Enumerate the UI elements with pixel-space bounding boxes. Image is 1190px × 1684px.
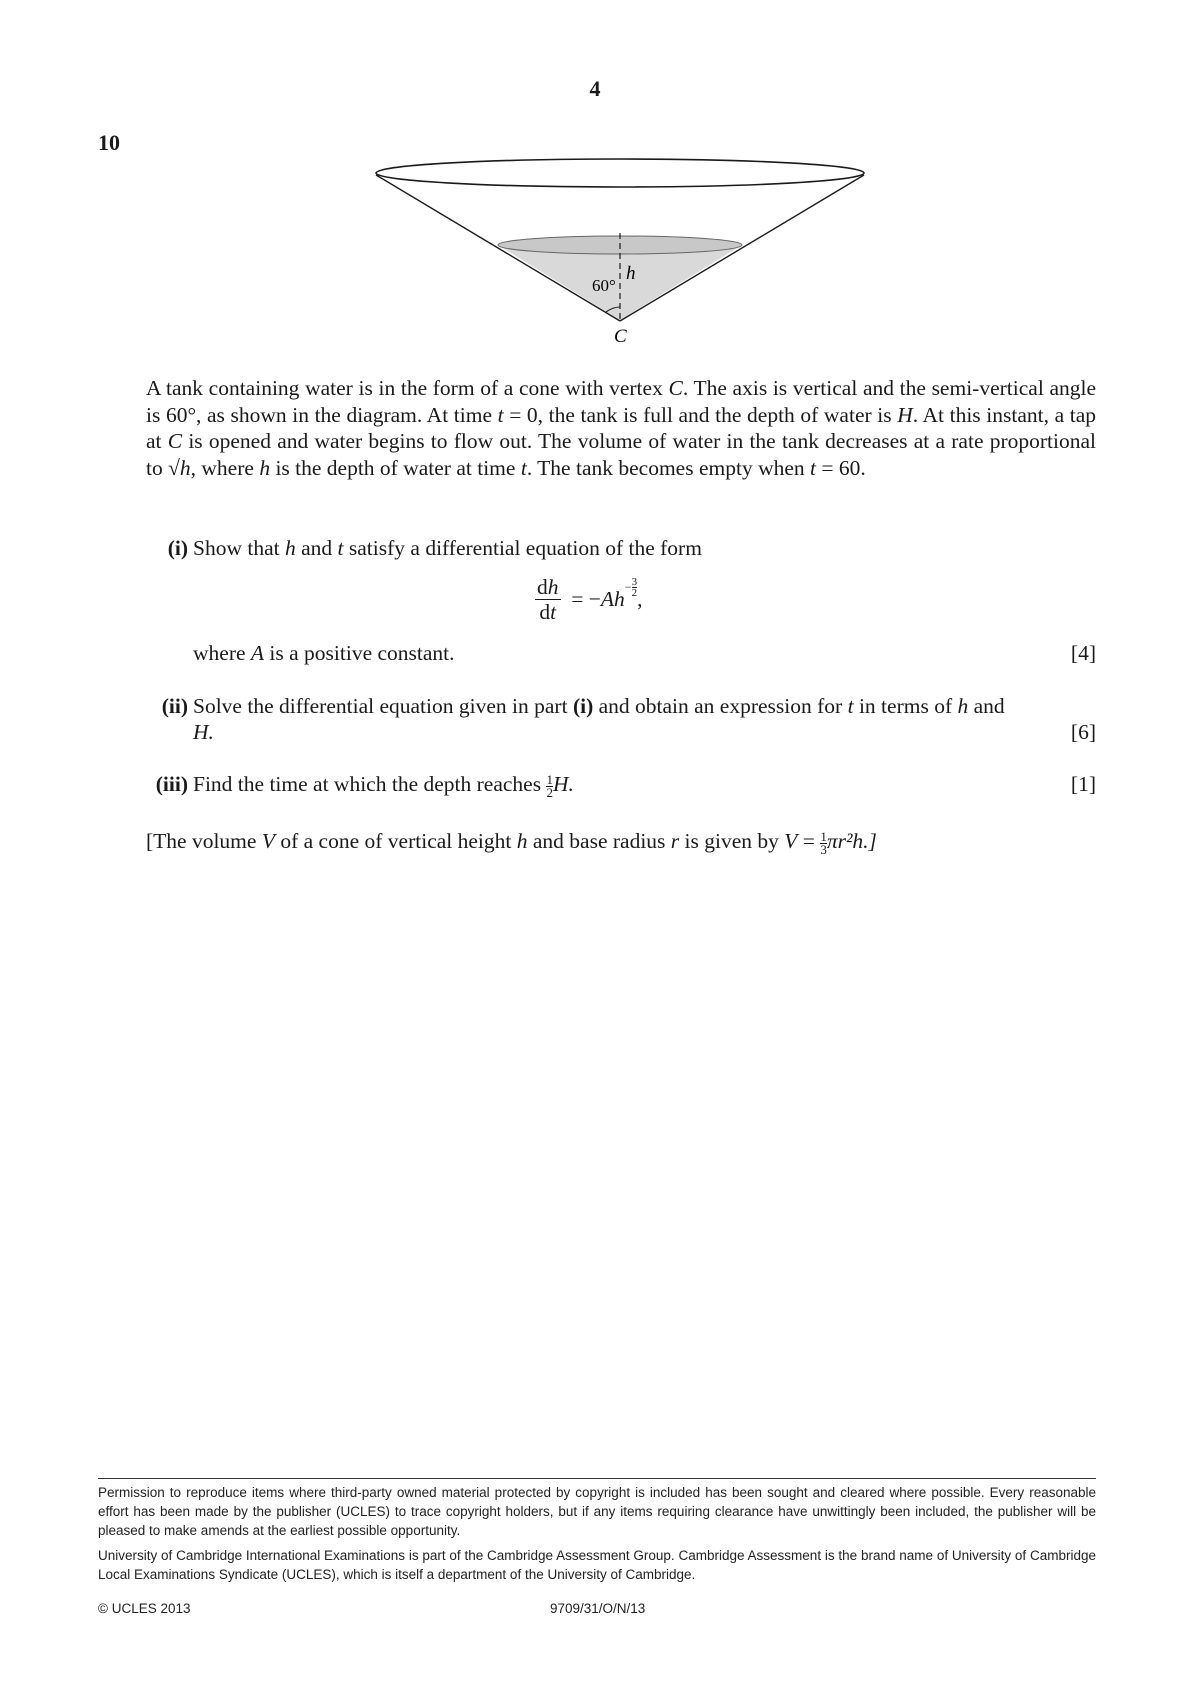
mark-part-i: [4] xyxy=(1070,641,1096,665)
mark-part-ii: [6] xyxy=(1070,720,1096,744)
page-number: 4 xyxy=(589,76,601,101)
paper-code: 9709/31/O/N/13 xyxy=(550,1601,646,1616)
differential-equation: $\frac{dh}{dt}$ = −Ah− $\frac{3}{2}$, xyxy=(537,575,643,624)
footer-divider xyxy=(98,1478,1096,1479)
question-intro: A tank containing water is in the form of a cone with vertex C. The axis is vertical and the semi-vertical angle is 60°, as shown in the diagram. At time t = 0, the tank is full and the depth of water is H. At this instant, a tap at C is opened and water begins to flow out. The volume of water in the tank decreases at a rate proportional to √h, where h is the depth of water at time t. The tank becomes empty when t = 60. xyxy=(146,376,1097,480)
copyright-text: © UCLES 2013 xyxy=(98,1601,191,1616)
part-label: (i) xyxy=(167,536,188,560)
permission-text: Permission to reproduce items where third-party owned material protected by copyright is included has been sought and cleared where possible. Every reasonable effort has been made by the publisher (UCLES) to trace copyright holders, but if any items requiring clearance have unwittingly been included, the publisher will be pleased to make amends at the earliest possible opportunity. xyxy=(98,1485,1096,1538)
vertex-label: C xyxy=(614,326,627,345)
part-text: Show that h and t satisfy a differential equation of the form xyxy=(193,536,702,560)
ucles-info-text: University of Cambridge International Examinations is part of the Cambridge Assessment Group. Cambridge Assessment is the brand name of University of Cambridge Local Examinations Syndicate (UCLES), which is itself a department of the University of Cambridge. xyxy=(98,1548,1096,1582)
volume-note: [The volume V of a cone of vertical height h and base radius r is given by V = $\frac{1}{3}\pi r^2h$.] xyxy=(146,828,877,857)
angle-label: 60° xyxy=(592,276,616,295)
height-label: h xyxy=(626,263,636,284)
question-number: 10 xyxy=(98,130,120,155)
mark-part-iii: [1] xyxy=(1070,772,1096,796)
cone-tank-diagram xyxy=(370,155,870,345)
